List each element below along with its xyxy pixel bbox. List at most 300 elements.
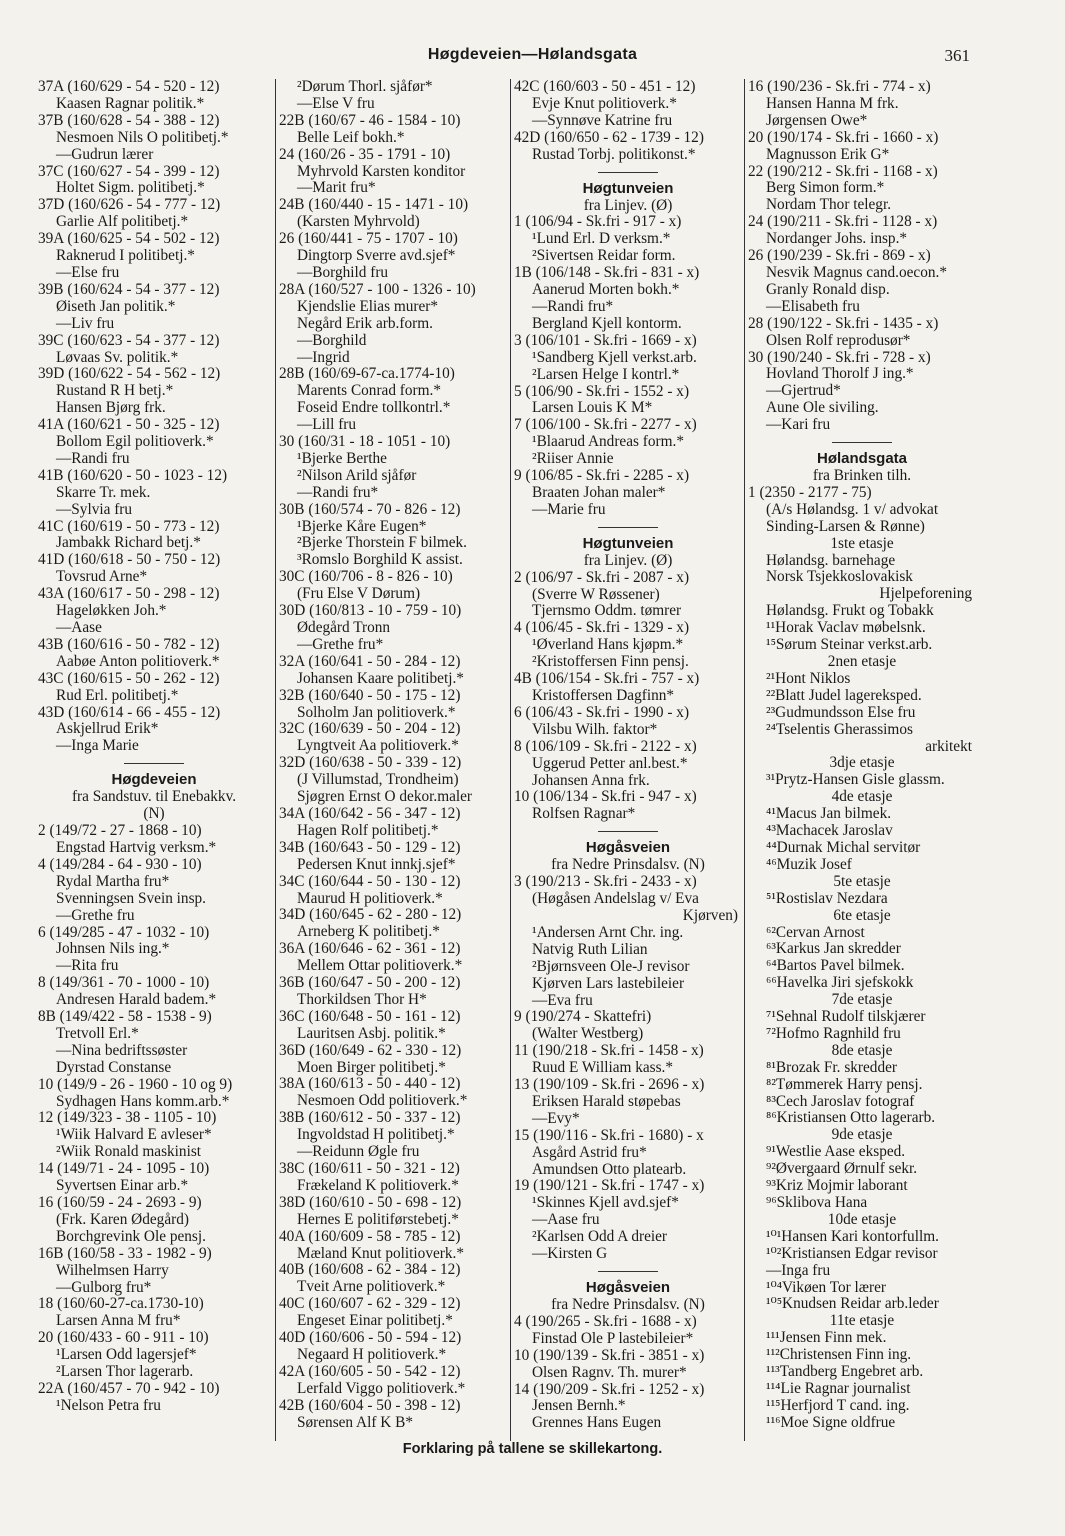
resident-line: (A/s Hølandsg. 1 v/ advokat xyxy=(766,501,939,518)
resident-line: —Synnøve Katrine fru xyxy=(532,112,673,129)
resident-line: —Aase xyxy=(56,620,102,636)
resident-line: Tretvoll Erl.* xyxy=(56,1025,139,1042)
resident-line: Hovland Thorolf J ing.* xyxy=(766,366,914,383)
address-entry: 40A (160/609 - 58 - 785 - 12) xyxy=(279,1228,461,1245)
resident-line: ⁷¹Sehnal Rudolf tilskjærer xyxy=(766,1009,926,1026)
section-note: fra Nedre Prinsdalsv. (N) xyxy=(551,1297,705,1313)
resident-line: Granly Ronald disp. xyxy=(766,281,890,298)
resident-line: Amundsen Otto platearb. xyxy=(532,1161,687,1178)
address-entry: 16B (160/58 - 33 - 1982 - 9) xyxy=(38,1245,212,1262)
address-entry: 10 (149/9 - 26 - 1960 - 10 og 9) xyxy=(38,1076,233,1093)
resident-line: ⁴¹Macus Jan bilmek. xyxy=(766,806,892,823)
resident-line: ¹Lund Erl. D verksm.* xyxy=(532,231,671,248)
column-4 xyxy=(744,79,976,1441)
resident-line: Sørensen Alf K B* xyxy=(297,1414,413,1431)
resident-line: Larsen Louis K M* xyxy=(532,400,653,417)
address-entry: 4 (190/265 - Sk.fri - 1688 - x) xyxy=(514,1313,697,1330)
resident-line: Nesmoen Odd politioverk.* xyxy=(297,1093,468,1110)
address-entry: 1B (106/148 - Sk.fri - 831 - x) xyxy=(514,265,700,282)
address-entry: 37B (160/628 - 54 - 388 - 12) xyxy=(38,112,220,129)
resident-line: Maurud H politioverk.* xyxy=(297,890,443,907)
resident-line: ²Bjerke Thorstein F bilmek. xyxy=(297,535,467,552)
resident-line: ¹⁰¹Hansen Kari kontorfullm. xyxy=(766,1228,939,1245)
directory-columns xyxy=(38,79,973,1441)
resident-line: —Nina bedriftssøster xyxy=(56,1042,188,1059)
resident-line: ²²Blatt Judel lagereksped. xyxy=(766,687,922,704)
address-entry: 43D (160/614 - 66 - 455 - 12) xyxy=(38,704,221,721)
address-entry: 36B (160/647 - 50 - 200 - 12) xyxy=(279,975,461,992)
resident-line: —Inga Marie xyxy=(56,738,139,755)
address-entry: 37D (160/626 - 54 - 777 - 12) xyxy=(38,197,221,214)
resident-line: ⁸¹Brozak Fr. skredder xyxy=(766,1059,897,1076)
section-note: fra Linjev. (Ø) xyxy=(583,552,673,569)
address-entry: 9 (190/274 - Skattefri) xyxy=(514,1009,652,1026)
resident-line: Grennes Hans Eugen xyxy=(532,1415,662,1432)
section-divider xyxy=(598,831,658,832)
resident-line: Bollom Egil politioverk.* xyxy=(56,434,214,451)
section-divider xyxy=(832,442,892,443)
resident-line: Tveit Arne politioverk.* xyxy=(297,1279,446,1296)
address-entry: 30 (190/240 - Sk.fri - 728 - x) xyxy=(748,349,931,366)
resident-line: Norsk Tsjekkoslovakisk xyxy=(766,569,913,586)
street-heading: Høgdeveien xyxy=(111,771,197,789)
section-note: 6te etasje xyxy=(833,907,891,924)
resident-line: Pedersen Knut innkj.sjef* xyxy=(297,856,456,873)
address-entry: 30C (160/706 - 8 - 826 - 10) xyxy=(279,569,453,586)
resident-line: ¹Wiik Halvard E avleser* xyxy=(56,1127,212,1144)
resident-line: —Evy* xyxy=(532,1110,580,1127)
resident-line: Aune Ole siviling. xyxy=(766,400,879,417)
resident-line: Myhrvold Karsten konditor xyxy=(297,163,466,180)
resident-line: ⁸³Cech Jaroslav fotograf xyxy=(766,1093,915,1110)
address-entry: 4B (106/154 - Sk.fri - 757 - x) xyxy=(514,671,700,688)
resident-line: Aanerud Morten bokh.* xyxy=(532,282,680,299)
resident-line: Kaasen Ragnar politik.* xyxy=(56,95,205,112)
continuation-line: Kjørven) xyxy=(682,907,738,924)
address-entry: 16 (160/59 - 24 - 2693 - 9) xyxy=(38,1195,202,1211)
resident-line: Nesvik Magnus cand.oecon.* xyxy=(766,264,947,281)
resident-line: Ingvoldstad H politibetj.* xyxy=(297,1127,455,1144)
resident-line: (Høgåsen Andelslag v/ Eva xyxy=(532,891,699,908)
address-entry: 2 (149/72 - 27 - 1868 - 10) xyxy=(38,823,202,840)
resident-line: Sjøgren Ernst O dekor.maler xyxy=(297,789,473,806)
address-entry: 40C (160/607 - 62 - 329 - 12) xyxy=(279,1296,461,1313)
address-entry: 43B (160/616 - 50 - 782 - 12) xyxy=(38,636,220,653)
resident-line: Johansen Kaare politibetj.* xyxy=(297,670,464,687)
address-entry: 10 (106/134 - Sk.fri - 947 - x) xyxy=(514,789,697,806)
resident-line: Lyngtveit Aa politioverk.* xyxy=(297,738,459,755)
resident-line: ²³Gudmundsson Else fru xyxy=(766,704,916,721)
resident-line: ⁹¹Westlie Aase eksped. xyxy=(766,1144,906,1161)
resident-line: Bergland Kjell kontorm. xyxy=(532,315,682,332)
section-note: fra Nedre Prinsdalsv. (N) xyxy=(551,857,705,874)
address-entry: 38A (160/613 - 50 - 440 - 12) xyxy=(279,1076,461,1093)
resident-line: ¹⁵Sørum Steinar verkst.arb. xyxy=(766,637,933,654)
address-entry: 41B (160/620 - 50 - 1023 - 12) xyxy=(38,467,228,484)
resident-line: Uggerud Petter anl.best.* xyxy=(532,755,688,772)
resident-line: Solholm Jan politioverk.* xyxy=(297,704,456,721)
resident-line: Tjernsmo Oddm. tømrer xyxy=(532,603,682,620)
address-entry: 20 (190/174 - Sk.fri - 1660 - x) xyxy=(748,129,939,146)
address-entry: 36A (160/646 - 62 - 361 - 12) xyxy=(279,941,461,958)
section-divider xyxy=(598,1271,658,1272)
resident-line: Raknerud I politibetj.* xyxy=(56,248,195,265)
address-entry: 40B (160/608 - 62 - 384 - 12) xyxy=(279,1262,461,1279)
address-entry: 1 (106/94 - Sk.fri - 917 - x) xyxy=(514,214,682,231)
address-entry: 11 (190/218 - Sk.fri - 1458 - x) xyxy=(514,1043,704,1060)
resident-line: —Borghild fru xyxy=(297,264,389,281)
section-note: (N) xyxy=(143,806,165,823)
resident-line: ⁹²Øvergaard Ørnulf sekr. xyxy=(766,1161,918,1178)
address-entry: 18 (160/60-27-ca.1730-10) xyxy=(38,1296,204,1313)
address-entry: 3 (190/213 - Sk.fri - 2433 - x) xyxy=(514,874,697,891)
column-1 xyxy=(38,79,270,1441)
resident-line: —Else V fru xyxy=(297,95,375,112)
resident-line: ¹Andersen Arnt Chr. ing. xyxy=(532,924,684,941)
resident-line: Hagen Rolf politibetj.* xyxy=(297,822,439,839)
resident-line: ³Romslo Borghild K assist. xyxy=(297,552,463,569)
resident-line: Hølandsg. Frukt og Tobakk xyxy=(766,603,934,620)
resident-line: ¹Øverland Hans kjøpm.* xyxy=(532,637,684,654)
resident-line: —Elisabeth fru xyxy=(766,298,860,315)
resident-line: ²Larsen Helge I kontrl.* xyxy=(532,366,680,383)
address-entry: 13 (190/109 - Sk.fri - 2696 - x) xyxy=(514,1077,705,1094)
page-footer-note: Forklaring på tallene se skillekartong. xyxy=(402,1441,663,1457)
address-entry: 10 (190/139 - Sk.fri - 3851 - x) xyxy=(514,1347,705,1364)
resident-line: ²Dørum Thorl. sjåfør* xyxy=(297,79,433,95)
resident-line: ¹¹⁶Moe Signe oldfrue xyxy=(766,1414,896,1431)
address-entry: 22A (160/457 - 70 - 942 - 10) xyxy=(38,1380,220,1397)
resident-line: ⁷²Hofmo Ragnhild fru xyxy=(766,1025,901,1042)
address-entry: 42D (160/650 - 62 - 1739 - 12) xyxy=(514,129,704,146)
resident-line: Jensen Bernh.* xyxy=(532,1398,626,1415)
address-entry: 22B (160/67 - 46 - 1584 - 10) xyxy=(279,112,461,129)
address-entry: 34C (160/644 - 50 - 130 - 12) xyxy=(279,873,461,890)
resident-line: ²Larsen Thor lagerarb. xyxy=(56,1364,194,1381)
resident-line: Thorkildsen Thor H* xyxy=(297,991,427,1008)
address-entry: 6 (149/285 - 47 - 1032 - 10) xyxy=(38,924,210,941)
resident-line: ⁴³Machacek Jaroslav xyxy=(766,823,893,840)
resident-line: Larsen Anna M fru* xyxy=(56,1313,181,1330)
resident-line: —Randi fru* xyxy=(532,298,614,315)
resident-line: Rolfsen Ragnar* xyxy=(532,806,636,823)
resident-line: —Kari fru xyxy=(766,417,831,434)
resident-line: ²Nilson Arild sjåfør xyxy=(297,467,417,484)
resident-line: ¹Larsen Odd lagersjef* xyxy=(56,1347,197,1364)
address-entry: 30B (160/574 - 70 - 826 - 12) xyxy=(279,501,461,518)
column-2 xyxy=(275,79,507,1441)
resident-line: ²Kristoffersen Finn pensj. xyxy=(532,654,689,671)
section-divider xyxy=(598,172,658,173)
street-heading: Høgtunveien xyxy=(582,534,674,552)
address-entry: 30 (160/31 - 18 - 1051 - 10) xyxy=(279,434,451,451)
section-note: 1ste etasje xyxy=(830,535,894,552)
address-entry: 8 (106/109 - Sk.fri - 2122 - x) xyxy=(514,738,697,755)
resident-line: ¹Bjerke Berthe xyxy=(297,450,387,467)
resident-line: ⁶³Karkus Jan skredder xyxy=(766,941,901,958)
section-note: fra Brinken tilh. xyxy=(812,468,912,485)
address-entry: 28B (160/69-67-ca.1774-10) xyxy=(279,366,455,383)
resident-line: —Gulborg fru* xyxy=(56,1279,152,1296)
continuation-line: Hjelpeforening xyxy=(879,586,972,603)
resident-line: Sydhagen Hans komm.arb.* xyxy=(56,1093,230,1110)
resident-line: Løvaas Sv. politik.* xyxy=(56,349,179,366)
address-entry: 41C (160/619 - 50 - 773 - 12) xyxy=(38,518,220,535)
resident-line: —Gudrun lærer xyxy=(56,146,154,163)
address-entry: 42C (160/603 - 50 - 451 - 12) xyxy=(514,79,696,95)
address-entry: 5 (106/90 - Sk.fri - 1552 - x) xyxy=(514,383,690,400)
resident-line: Berg Simon form.* xyxy=(766,180,885,197)
address-entry: 12 (149/323 - 38 - 1105 - 10) xyxy=(38,1110,217,1127)
address-entry: 8 (149/361 - 70 - 1000 - 10) xyxy=(38,975,210,992)
resident-line: Hernes E politiførstebetj.* xyxy=(297,1211,459,1228)
address-entry: 7 (106/100 - Sk.fri - 2277 - x) xyxy=(514,417,697,434)
address-entry: 1 (2350 - 2177 - 75) xyxy=(748,484,872,501)
resident-line: Lerfald Viggo politioverk.* xyxy=(297,1380,466,1397)
resident-line: Foseid Endre tollkontrl.* xyxy=(297,400,451,417)
resident-line: ¹Nelson Petra fru xyxy=(56,1397,161,1414)
address-entry: 2 (106/97 - Sk.fri - 2087 - x) xyxy=(514,569,690,586)
resident-line: ³¹Prytz-Hansen Gisle glassm. xyxy=(766,772,945,789)
resident-line: Hageløkken Joh.* xyxy=(56,603,167,620)
address-entry: 26 (190/239 - Sk.fri - 869 - x) xyxy=(748,248,931,265)
resident-line: Kristoffersen Dagfinn* xyxy=(532,688,675,704)
resident-line: Andresen Harald badem.* xyxy=(56,992,217,1009)
resident-line: Natvig Ruth Lilian xyxy=(532,941,648,958)
resident-line: ¹¹²Christensen Finn ing. xyxy=(766,1347,912,1364)
address-entry: 36D (160/649 - 62 - 330 - 12) xyxy=(279,1042,462,1059)
page-title: Høgdeveien—Hølandsgata xyxy=(427,46,638,63)
address-entry: 19 (190/121 - Sk.fri - 1747 - x) xyxy=(514,1178,705,1195)
resident-line: Kjørven Lars lastebileier xyxy=(532,975,685,992)
resident-line: ¹¹¹Jensen Finn mek. xyxy=(766,1330,887,1347)
resident-line: Borchgrevink Ole pensj. xyxy=(56,1228,206,1245)
resident-line: Mellem Ottar politioverk.* xyxy=(297,958,463,975)
address-entry: 14 (149/71 - 24 - 1095 - 10) xyxy=(38,1161,210,1178)
resident-line: Vilsbu Wilh. faktor* xyxy=(532,721,658,738)
address-entry: 38B (160/612 - 50 - 337 - 12) xyxy=(279,1110,461,1127)
resident-line: ⁵¹Rostislav Nezdara xyxy=(766,890,888,907)
address-entry: 39B (160/624 - 54 - 377 - 12) xyxy=(38,281,220,298)
resident-line: ⁴⁴Durnak Michal servitør xyxy=(766,839,921,856)
resident-line: ²Riiser Annie xyxy=(532,451,614,468)
resident-line: Hansen Bjørg frk. xyxy=(56,400,166,417)
address-entry: 3 (106/101 - Sk.fri - 1669 - x) xyxy=(514,332,697,349)
resident-line: —Randi fru xyxy=(56,450,130,467)
resident-line: ¹⁰⁵Knudsen Reidar arb.leder xyxy=(766,1296,939,1313)
address-entry: 32D (160/638 - 50 - 339 - 12) xyxy=(279,755,462,772)
resident-line: ⁹⁶Sklibova Hana xyxy=(766,1195,868,1211)
resident-line: Engstad Hartvig verksm.* xyxy=(56,839,217,856)
address-entry: 4 (106/45 - Sk.fri - 1329 - x) xyxy=(514,620,690,637)
address-entry: 39A (160/625 - 54 - 502 - 12) xyxy=(38,231,220,248)
address-entry: 43C (160/615 - 50 - 262 - 12) xyxy=(38,670,220,687)
resident-line: Nordanger Johs. insp.* xyxy=(766,231,908,248)
resident-line: ⁸⁶Kristiansen Otto lagerarb. xyxy=(766,1110,936,1127)
resident-line: Marents Conrad form.* xyxy=(297,383,442,400)
address-entry: 38D (160/610 - 50 - 698 - 12) xyxy=(279,1194,462,1211)
resident-line: ¹Sandberg Kjell verkst.arb. xyxy=(532,349,697,366)
address-entry: 28 (190/122 - Sk.fri - 1435 - x) xyxy=(748,315,939,332)
resident-line: Ødegård Tronn xyxy=(297,620,391,636)
resident-line: ¹Bjerke Kåre Eugen* xyxy=(297,518,427,535)
resident-line: Øiseth Jan politik.* xyxy=(56,298,176,315)
resident-line: Askjellrud Erik* xyxy=(56,721,159,738)
resident-line: —Rita fru xyxy=(56,958,119,975)
resident-line: (Karsten Myhrvold) xyxy=(297,214,420,231)
address-entry: 20 (160/433 - 60 - 911 - 10) xyxy=(38,1330,209,1347)
section-note: fra Linjev. (Ø) xyxy=(583,197,673,214)
section-divider xyxy=(598,527,658,528)
resident-line: Olsen Ragnv. Th. murer* xyxy=(532,1364,687,1381)
resident-line: (Walter Westberg) xyxy=(532,1026,644,1043)
resident-line: —Grethe fru* xyxy=(297,636,384,653)
resident-line: —Marie fru xyxy=(532,501,606,518)
section-note: 7de etasje xyxy=(831,992,893,1009)
section-note: 10de etasje xyxy=(827,1211,897,1228)
page-number: 361 xyxy=(944,46,970,65)
resident-line: —Ingrid xyxy=(297,349,350,366)
address-entry: 34D (160/645 - 62 - 280 - 12) xyxy=(279,907,462,924)
resident-line: ²Wiik Ronald maskinist xyxy=(56,1144,202,1161)
section-note: 8de etasje xyxy=(831,1042,893,1059)
resident-line: —Liv fru xyxy=(56,315,115,332)
resident-line: —Else fru xyxy=(56,264,120,281)
resident-line: Jørgensen Owe* xyxy=(766,112,868,129)
resident-line: Johansen Anna frk. xyxy=(532,772,650,789)
resident-line: Magnusson Erik G* xyxy=(766,146,890,163)
resident-line: Olsen Rolf reprodusør* xyxy=(766,332,911,349)
resident-line: Nesmoen Nils O politibetj.* xyxy=(56,129,229,146)
address-entry: 40D (160/606 - 50 - 594 - 12) xyxy=(279,1330,462,1347)
resident-line: Braaten Johan maler* xyxy=(532,484,666,501)
address-entry: 15 (190/116 - Sk.fri - 1680) - x xyxy=(514,1127,704,1144)
address-entry: 39D (160/622 - 54 - 562 - 12) xyxy=(38,366,221,383)
resident-line: Nordam Thor telegr. xyxy=(766,197,892,214)
resident-line: Engeset Einar politibetj.* xyxy=(297,1313,453,1330)
section-note: 11te etasje xyxy=(829,1313,895,1330)
resident-line: ²Sivertsen Reidar form. xyxy=(532,248,676,265)
resident-line: —Inga fru xyxy=(766,1262,831,1279)
section-note: 9de etasje xyxy=(831,1127,893,1144)
resident-line: Hølandsg. barnehage xyxy=(766,552,896,569)
resident-line: —Reidunn Øgle fru xyxy=(297,1144,420,1161)
address-entry: 32B (160/640 - 50 - 175 - 12) xyxy=(279,687,461,704)
resident-line: (Sverre W Røssener) xyxy=(532,586,660,603)
address-entry: 32A (160/641 - 50 - 284 - 12) xyxy=(279,653,461,670)
resident-line: Evje Knut politioverk.* xyxy=(532,95,677,112)
address-entry: 32C (160/639 - 50 - 204 - 12) xyxy=(279,721,461,738)
resident-line: ¹¹⁴Lie Ragnar journalist xyxy=(766,1380,911,1397)
resident-line: ⁸²Tømmerek Harry pensj. xyxy=(766,1076,923,1093)
resident-line: ⁶⁶Havelka Jiri sjefskokk xyxy=(766,975,914,992)
resident-line: Lauritsen Asbj. politik.* xyxy=(297,1025,446,1042)
resident-line: ²⁴Tselentis Gherassimos xyxy=(766,721,913,738)
address-entry: 34A (160/642 - 56 - 347 - 12) xyxy=(279,805,461,822)
address-entry: 41D (160/618 - 50 - 750 - 12) xyxy=(38,552,221,569)
section-divider xyxy=(124,763,184,764)
address-entry: 8B (149/422 - 58 - 1538 - 9) xyxy=(38,1009,212,1026)
resident-line: ¹¹³Tandberg Engebret arb. xyxy=(766,1364,924,1381)
address-entry: 37C (160/627 - 54 - 399 - 12) xyxy=(38,163,220,180)
resident-line: (Fru Else V Dørum) xyxy=(297,586,421,603)
resident-line: —Sylvia fru xyxy=(56,501,133,518)
column-3 xyxy=(510,79,742,1441)
resident-line: ⁶⁴Bartos Pavel bilmek. xyxy=(766,958,905,975)
resident-line: Dingtorp Sverre avd.sjef* xyxy=(297,248,456,265)
resident-line: Negård Erik arb.form. xyxy=(297,315,433,332)
resident-line: ¹⁰²Kristiansen Edgar revisor xyxy=(766,1245,938,1262)
resident-line: ¹¹⁵Herfjord T cand. ing. xyxy=(766,1397,910,1414)
resident-line: Dyrstad Constanse xyxy=(56,1059,172,1076)
address-entry: 42A (160/605 - 50 - 542 - 12) xyxy=(279,1363,461,1380)
resident-line: Skarre Tr. mek. xyxy=(56,484,151,501)
resident-line: Kjendslie Elias murer* xyxy=(297,298,439,315)
address-entry: 24B (160/440 - 15 - 1471 - 10) xyxy=(279,197,469,214)
resident-line: Holtet Sigm. politibetj.* xyxy=(56,180,205,197)
resident-line: ⁶²Cervan Arnost xyxy=(766,924,865,941)
address-entry: 26 (160/441 - 75 - 1707 - 10) xyxy=(279,231,458,248)
address-entry: 38C (160/611 - 50 - 321 - 12) xyxy=(279,1161,460,1177)
resident-line: ⁴⁶Muzik Josef xyxy=(766,856,852,873)
resident-line: Wilhelmsen Harry xyxy=(56,1262,169,1279)
address-entry: 24 (160/26 - 35 - 1791 - 10) xyxy=(279,146,451,163)
address-entry: 28A (160/527 - 100 - 1326 - 10) xyxy=(279,281,476,298)
address-entry: 16 (190/236 - Sk.fri - 774 - x) xyxy=(748,79,931,95)
street-heading: Høgåsveien xyxy=(585,1279,671,1296)
address-entry: 24 (190/211 - Sk.fri - 1128 - x) xyxy=(748,214,938,231)
resident-line: Sinding-Larsen & Rønne) xyxy=(766,518,925,535)
address-entry: 42B (160/604 - 50 - 398 - 12) xyxy=(279,1397,461,1414)
resident-line: Finstad Ole P lastebileier* xyxy=(532,1330,694,1347)
section-note: fra Sandstuv. til Enebakkv. xyxy=(71,789,237,806)
resident-line: Johnsen Nils ing.* xyxy=(56,941,170,958)
resident-line: —Gjertrud* xyxy=(766,383,841,400)
address-entry: 22 (190/212 - Sk.fri - 1168 - x) xyxy=(748,163,938,180)
address-entry: 41A (160/621 - 50 - 325 - 12) xyxy=(38,417,220,434)
resident-line: —Marit fru* xyxy=(297,180,376,197)
resident-line: —Aase fru xyxy=(532,1212,600,1229)
resident-line: Jambakk Richard betj.* xyxy=(56,535,201,552)
resident-line: Negaard H politioverk.* xyxy=(297,1346,447,1363)
address-entry: 39C (160/623 - 54 - 377 - 12) xyxy=(38,332,220,349)
resident-line: Asgård Astrid fru* xyxy=(532,1144,647,1161)
resident-line: —Randi fru* xyxy=(297,484,379,501)
resident-line: ²Bjørnsveen Ole-J revisor xyxy=(532,958,690,975)
resident-line: Frækeland K politioverk.* xyxy=(297,1177,459,1194)
resident-line: Eriksen Harald støpebas xyxy=(532,1093,681,1110)
resident-line: ¹Blaarud Andreas form.* xyxy=(532,434,684,451)
resident-line: ²¹Hont Niklos xyxy=(766,670,851,687)
address-entry: 4 (149/284 - 64 - 930 - 10) xyxy=(38,856,202,873)
resident-line: Moen Birger politibetj.* xyxy=(297,1059,446,1076)
resident-line: Belle Leif bokh.* xyxy=(297,129,405,146)
address-entry: 30D (160/813 - 10 - 759 - 10) xyxy=(279,603,462,620)
section-note: 2nen etasje xyxy=(827,654,897,670)
section-note: 5te etasje xyxy=(833,873,891,890)
resident-line: Rud Erl. politibetj.* xyxy=(56,687,179,704)
resident-line: Rustand R H betj.* xyxy=(56,383,174,400)
resident-line: ¹¹Horak Vaclav møbelsnk. xyxy=(766,620,926,637)
address-entry: 43A (160/617 - 50 - 298 - 12) xyxy=(38,586,220,603)
resident-line: —Borghild xyxy=(297,332,367,349)
resident-line: —Eva fru xyxy=(532,992,593,1009)
section-note: 3dje etasje xyxy=(829,755,895,772)
resident-line: ¹Skinnes Kjell avd.sjef* xyxy=(532,1195,679,1212)
resident-line: (J Villumstad, Trondheim) xyxy=(297,772,459,789)
resident-line: Mæland Knut politioverk.* xyxy=(297,1245,464,1262)
resident-line: ²Karlsen Odd A dreier xyxy=(532,1229,667,1246)
